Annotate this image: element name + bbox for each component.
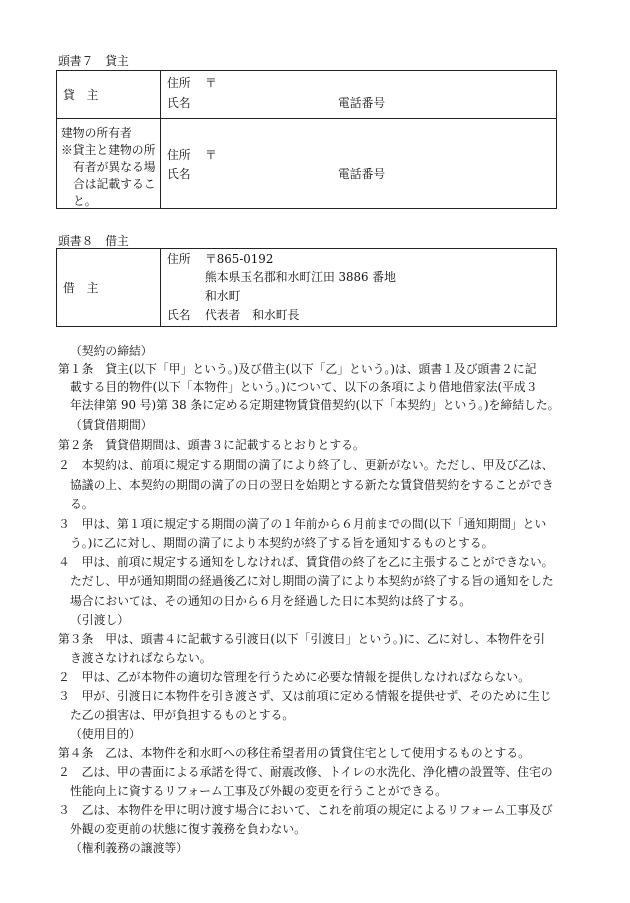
lessor-section-heading: 頭書７ 貸主 bbox=[58, 54, 129, 68]
body-line: た乙の損害は、甲が負担するものとする。 bbox=[70, 708, 295, 722]
owner-label-line: 建物の所有者 bbox=[61, 126, 132, 140]
paragraph: ３ 乙は、本物件を甲に明け渡す場合において、これを前項の規定によるリフォーム工事及び bbox=[58, 803, 553, 817]
paragraph: ３ 甲は、第１項に規定する期間の満了の１年前から６月前までの間(以下「通知期間」とい bbox=[58, 517, 547, 531]
lessor-label: 貸 主 bbox=[63, 88, 99, 102]
article-heading: （賃貸借期間） bbox=[70, 418, 153, 432]
article-heading: （引渡し） bbox=[70, 613, 129, 627]
article-1: 第１条 貸主(以下「甲」という。)及び借主(以下「乙」という。)は、頭書１及び頭書２に記 bbox=[58, 362, 537, 376]
body-line: 外観の変更前の状態に復す義務を負わない。 bbox=[70, 822, 306, 836]
lessee-postal: 〒865-0192 bbox=[205, 252, 274, 266]
body-line: 年法律第 90 号)第 38 条に定める定期建物賃貸借契約(以下「本契約」という。)を締結した。 bbox=[70, 398, 560, 412]
lessor-info-cell bbox=[161, 71, 557, 119]
lessee-address-line: 熊本県玉名郡和水町江田 3886 番地 bbox=[205, 270, 396, 284]
lessor-table bbox=[56, 70, 557, 209]
lessee-info-cell bbox=[161, 249, 557, 327]
lessee-name-label: 氏名 bbox=[167, 308, 191, 322]
body-line: 場合においては、その通知の日から６月を経過した日に本契約は終了する。 bbox=[70, 594, 472, 608]
lessor-address-label: 住所 bbox=[167, 76, 191, 90]
lessor-postal-mark: 〒 bbox=[205, 76, 217, 90]
paragraph: ２ 乙は、甲の書面による承諾を得て、耐震改修、トイレの水洗化、浄化槽の設置等、住宅の bbox=[58, 765, 553, 779]
owner-name-label: 氏名 bbox=[167, 167, 191, 181]
lessee-section-heading: 頭書８ 借主 bbox=[58, 234, 129, 248]
body-line: 載する目的物件(以下「本物件」という。)について、以下の条項により借地借家法(平成３ bbox=[70, 380, 538, 394]
owner-note-line: ※貸主と建物の所 bbox=[61, 143, 156, 157]
article-heading: （契約の締結） bbox=[70, 344, 153, 358]
owner-phone-label: 電話番号 bbox=[338, 167, 386, 181]
owner-note-line: 合は記載するこ bbox=[73, 177, 156, 191]
article-heading: （権利義務の譲渡等） bbox=[70, 841, 188, 855]
body-line: 性能向上に資するリフォーム工事及び外観の変更を行うことができる。 bbox=[70, 784, 447, 798]
lessee-label-cell bbox=[57, 249, 161, 327]
body-line: る。 bbox=[70, 497, 94, 511]
body-line: う。)に乙に対し、期間の満了により本契約が終了する旨を通知するものとする。 bbox=[70, 536, 494, 550]
article-3: 第３条 甲は、頭書４に記載する引渡日(以下「引渡日」という。)に、乙に対し、本物件を引 bbox=[58, 632, 545, 646]
paragraph: ４ 甲は、前項に規定する通知をしなければ、賃貸借の終了を乙に主張することができない。 bbox=[58, 555, 554, 569]
lessee-name: 代表者 和水町長 bbox=[205, 308, 300, 322]
lessee-label: 借 主 bbox=[63, 281, 99, 295]
owner-postal-mark: 〒 bbox=[205, 148, 217, 162]
lessee-row bbox=[57, 249, 557, 327]
owner-note-line: 有者が異なる場 bbox=[73, 160, 156, 174]
article-4: 第４条 乙は、本物件を和水町への移住希望者用の賃貸住宅として使用するものとする。 bbox=[58, 746, 530, 760]
lessee-table bbox=[56, 248, 557, 327]
lessor-row bbox=[57, 71, 557, 119]
owner-info-cell bbox=[161, 119, 557, 209]
lessor-name-label: 氏名 bbox=[167, 96, 191, 110]
lessor-label-cell bbox=[57, 71, 161, 119]
article-2: 第２条 賃貸借期間は、頭書３に記載するとおりとする。 bbox=[58, 438, 365, 452]
body-line: ただし、甲が通知期間の経過後乙に対し期間の満了により本契約が終了する旨の通知をした bbox=[70, 574, 554, 588]
lessor-phone-label: 電話番号 bbox=[338, 96, 386, 110]
owner-note-line: と。 bbox=[73, 194, 97, 208]
paragraph: ２ 甲は、乙が本物件の適切な管理を行うために必要な情報を提供しなければならない。 bbox=[58, 670, 530, 684]
paragraph: ３ 甲が、引渡日に本物件を引き渡さず、又は前項に定める情報を提供せず、そのために生じ bbox=[58, 689, 552, 703]
body-line: き渡さなければならない。 bbox=[70, 651, 212, 665]
lessee-address-label: 住所 bbox=[167, 252, 191, 266]
body-line: 協議の上、本契約の期間の満了の日の翌日を始期とする新たな賃貸借契約をすることができ bbox=[70, 478, 554, 492]
article-heading: （使用目的） bbox=[70, 727, 141, 741]
owner-label-cell bbox=[57, 119, 161, 209]
owner-row bbox=[57, 119, 557, 209]
lessee-address-line: 和水町 bbox=[205, 289, 241, 303]
paragraph: ２ 本契約は、前項に規定する期間の満了により終了し、更新がない。ただし、甲及び乙は、 bbox=[58, 458, 554, 472]
owner-address-label: 住所 bbox=[167, 148, 191, 162]
